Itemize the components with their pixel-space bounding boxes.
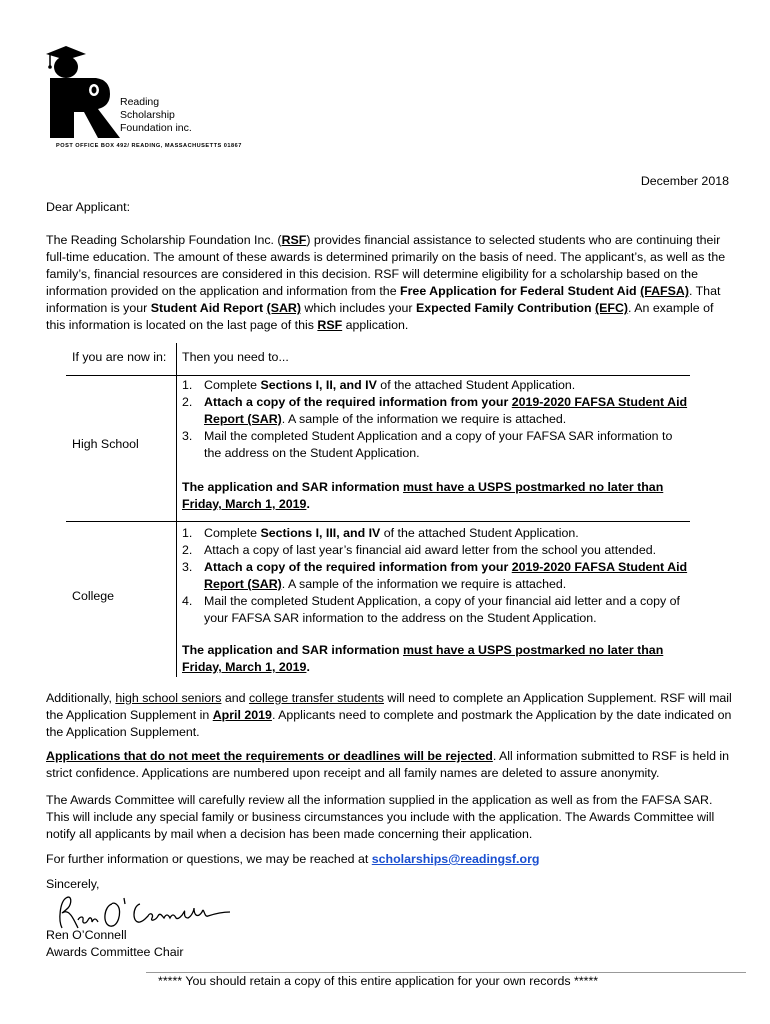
table-divider xyxy=(176,343,177,677)
signer-block xyxy=(46,927,184,961)
intro-paragraph: The Reading Scholarship Foundation Inc. (RSF) provides financial assistance to selected students who are continuing their full-time education. The amount of these awards is determined primarily on the basis of need. The applicant’s, as well as the family’s, financial resources are considered in this decision. RSF will determine eligibility for a scholarship based on the information provided on the application and information from the Free Application for Federal Student Aid (FAFSA). That information is your Student Aid Report (SAR) which includes your Expected Family Contribution (EFC). An example of this information is located on the last page of this RSF application. xyxy=(46,233,726,332)
rejection-paragraph: Applications that do not meet the requirements or deadlines will be rejected. All information submitted to RSF is held in strict confidence. Applications are numbered upon receipt and all family names are deleted to assure anonymity. xyxy=(46,749,730,780)
table-header-requirements: Then you need to... xyxy=(182,350,289,364)
list-item: 4. Mail the completed Student Application, a copy of your financial aid letter and a copy of your FAFSA SAR information to the address on the Student Application. xyxy=(182,594,680,625)
table-row-divider xyxy=(66,375,690,376)
committee-paragraph: The Awards Committee will carefully review all the information supplied in the application as well as from the FAFSA SAR. This will include any special family or business circumstances you include with the application. The Awards Committee will notify all applicants by mail when a decision has been made concerning their application. xyxy=(46,793,715,841)
high-school-steps xyxy=(182,377,692,462)
organization-name xyxy=(120,96,192,135)
list-item: 3. Attach a copy of the required information from your 2019-2020 FAFSA Student Aid Report (SAR). A sample of the information we require is attached. xyxy=(182,560,688,591)
footer-note: ***** You should retain a copy of this entire application for your own records ***** xyxy=(158,974,599,988)
footer-divider xyxy=(146,972,746,973)
mailing-address: POST OFFICE BOX 492/ READING, MASSACHUSETTS 01867 xyxy=(56,143,242,149)
contact-email-link[interactable]: scholarships@readingsf.org xyxy=(371,852,540,866)
row-label-college: College xyxy=(72,589,115,603)
closing: Sincerely, xyxy=(46,877,100,891)
list-item: 2. Attach a copy of the required information from your 2019-2020 FAFSA Student Aid Report (SAR). A sample of the information we require is attached. xyxy=(182,395,688,426)
supplement-paragraph: Additionally, high school seniors and college transfer students will need to complete an Application Supplement. RSF will mail the Application Supplement in April 2019. Applicants need to complete and postmark the Application by the date indicated on the Application Supplement. xyxy=(46,691,732,739)
org-name-line1: Reading xyxy=(120,96,160,108)
contact-paragraph: For further information or questions, we may be reached at scholarships@readingsf.org xyxy=(46,852,540,866)
college-deadline: The application and SAR information must have a USPS postmarked no later than Friday, March 1, 2019. xyxy=(182,643,664,674)
college-steps xyxy=(182,525,692,627)
signer-title: Awards Committee Chair xyxy=(46,945,184,959)
list-item: 1. Complete Sections I, III, and IV of the attached Student Application. xyxy=(182,526,579,540)
list-item: 3. Mail the completed Student Application and a copy of your FAFSA SAR information to the address on the Student Application. xyxy=(182,429,673,460)
list-item: 1. Complete Sections I, II, and IV of the attached Student Application. xyxy=(182,378,576,392)
table-header-current-level: If you are now in: xyxy=(72,350,167,364)
row-label-high-school: High School xyxy=(72,437,139,451)
org-name-line2: Scholarship xyxy=(120,109,175,121)
high-school-deadline: The application and SAR information must have a USPS postmarked no later than Friday, March 1, 2019. xyxy=(182,480,664,511)
org-name-line3: Foundation inc. xyxy=(120,122,192,134)
table-row-divider xyxy=(66,521,690,522)
letter-date: December 2018 xyxy=(640,174,729,188)
list-item: 2. Attach a copy of last year’s financial aid award letter from the school you attended. xyxy=(182,543,657,557)
salutation: Dear Applicant: xyxy=(46,200,131,214)
signer-name: Ren O’Connell xyxy=(46,928,127,942)
